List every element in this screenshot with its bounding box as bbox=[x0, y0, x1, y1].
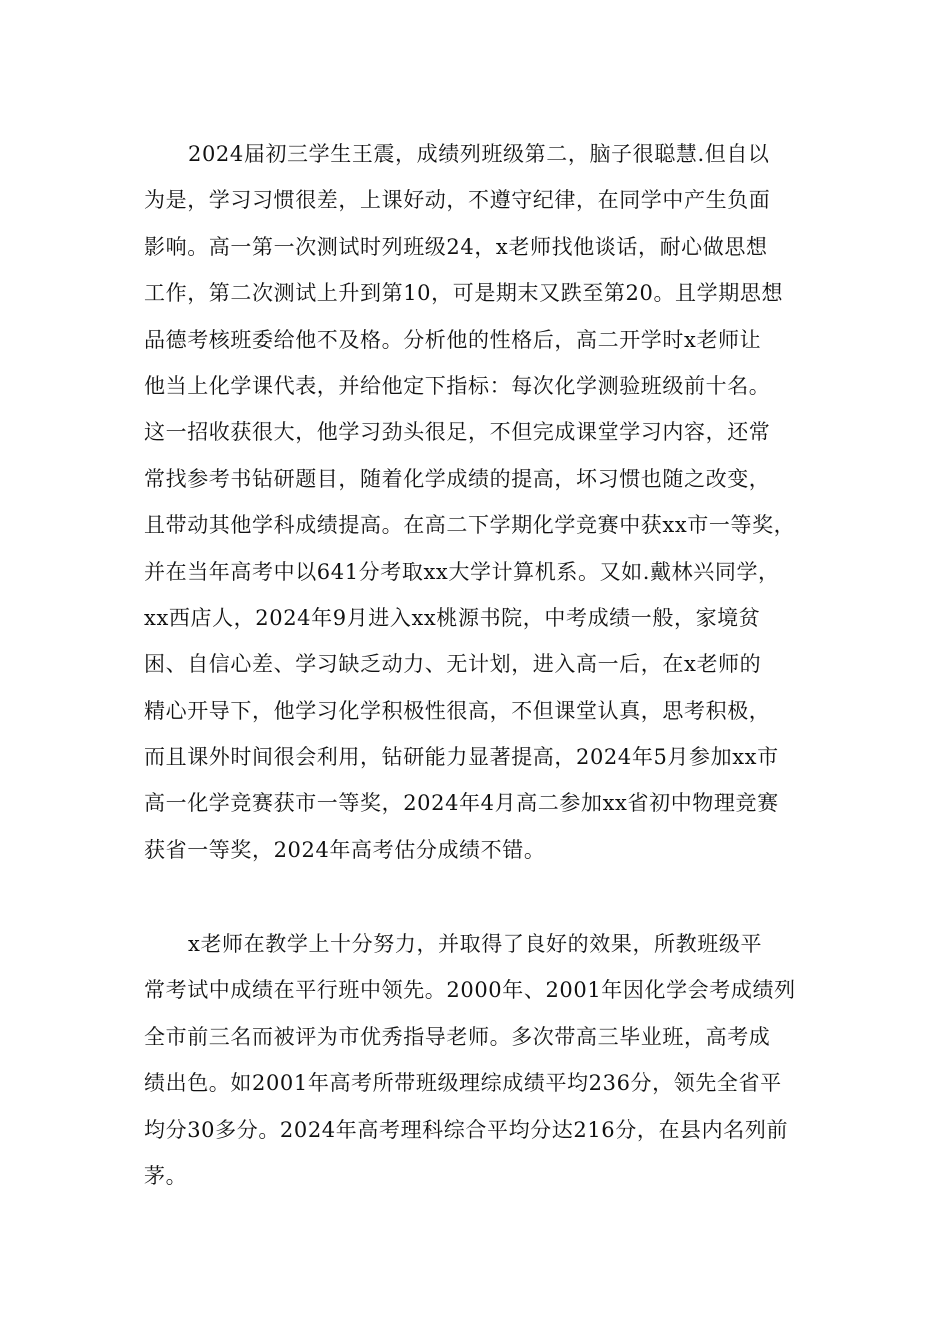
paragraph-teaching-results bbox=[144, 921, 824, 1199]
paragraph-line: 并在当年高考中以641分考取xx大学计算机系。又如.戴林兴同学， bbox=[144, 559, 780, 584]
paragraph-line: 品德考核班委给他不及格。分析他的性格后，高二开学时x老师让 bbox=[144, 327, 762, 352]
paragraph-line: 高一化学竞赛获市一等奖，2024年4月高二参加xx省初中物理竞赛 bbox=[144, 791, 779, 816]
paragraph-line: x老师在教学上十分努力，并取得了良好的效果，所教班级平 bbox=[188, 932, 763, 956]
paragraph-line: 均分30多分。2024年高考理科综合平均分达216分，在县内名列前 bbox=[144, 1117, 789, 1142]
paragraph-line: 常考试中成绩在平行班中领先。2000年、2001年因化学会考成绩列 bbox=[144, 978, 796, 1003]
paragraph-line: 且带动其他学科成绩提高。在高二下学期化学竞赛中获xx市一等奖， bbox=[144, 513, 796, 538]
paragraph-line: 精心开导下，他学习化学积极性很高，不但课堂认真，思考积极， bbox=[144, 698, 771, 723]
paragraph-line: 困、自信心差、学习缺乏动力、无计划，进入高一后，在x老师的 bbox=[144, 652, 762, 677]
paragraph-line: 为是，学习习惯很差，上课好动，不遵守纪律，在同学中产生负面 bbox=[144, 188, 771, 213]
paragraph-line: 全市前三名而被评为市优秀指导老师。多次带高三毕业班，高考成 bbox=[144, 1024, 771, 1049]
paragraph-line: 2024届初三学生王震，成绩列班级第二，脑子很聪慧.但自以 bbox=[188, 142, 770, 166]
paragraph-student-cases bbox=[144, 131, 824, 873]
paragraph-line: 而且课外时间很会利用，钻研能力显著提高，2024年5月参加xx市 bbox=[144, 745, 779, 770]
paragraph-line: 工作，第二次测试上升到第10，可是期末又跌至第20。且学期思想 bbox=[144, 281, 784, 306]
paragraph-line: xx西店人，2024年9月进入xx桃源书院，中考成绩一般，家境贫 bbox=[144, 605, 761, 630]
paragraph-line: 茅。 bbox=[144, 1163, 188, 1188]
paragraph-line: 影响。高一第一次测试时列班级24，x老师找他谈话，耐心做思想 bbox=[144, 234, 768, 259]
paragraph-line: 获省一等奖，2024年高考估分成绩不错。 bbox=[144, 837, 546, 862]
paragraph-line: 常找参考书钻研题目，随着化学成绩的提高，坏习惯也随之改变， bbox=[144, 466, 771, 491]
paragraph-line: 绩出色。如2001年高考所带班级理综成绩平均236分，领先全省平 bbox=[144, 1071, 782, 1096]
paragraph-line: 这一招收获很大，他学习劲头很足，不但完成课堂学习内容，还常 bbox=[144, 420, 771, 445]
paragraph-line: 他当上化学课代表，并给他定下指标：每次化学测验班级前十名。 bbox=[144, 373, 771, 398]
